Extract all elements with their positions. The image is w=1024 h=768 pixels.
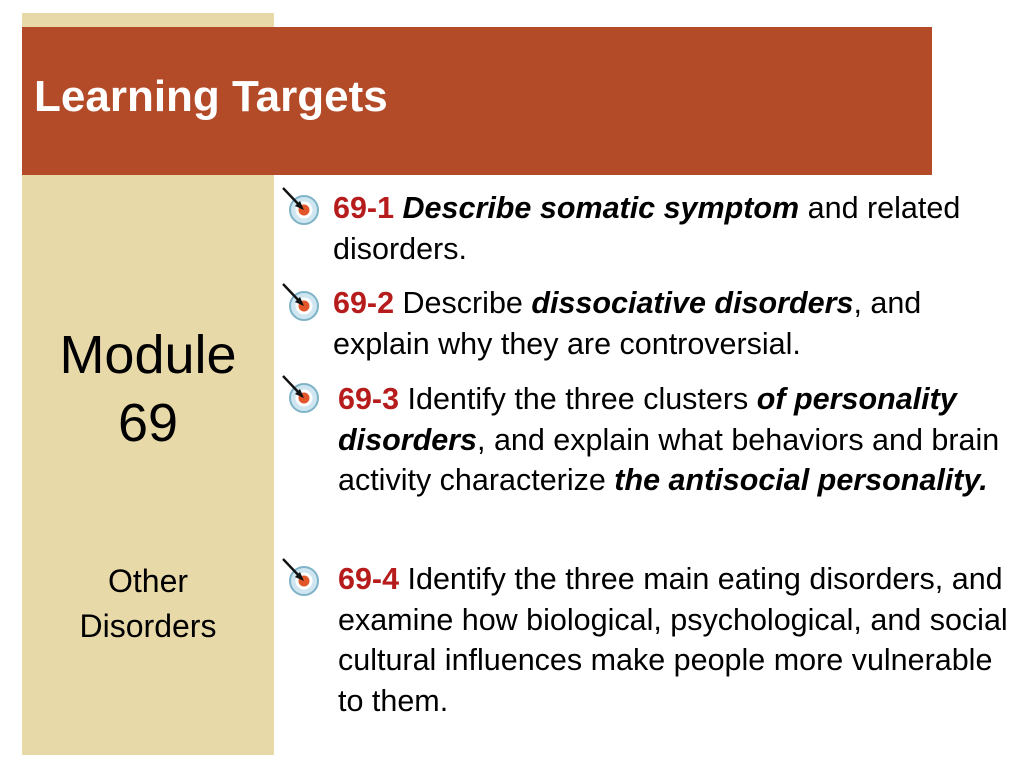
target-text bbox=[394, 191, 402, 225]
module-subtitle-line2: Disorders bbox=[79, 607, 217, 644]
target-arrow-icon bbox=[280, 557, 324, 597]
learning-target-69-4 bbox=[338, 559, 1008, 721]
module-subtitle-line1: Other bbox=[107, 563, 189, 599]
target-arrow-icon bbox=[280, 282, 324, 322]
target-code: 69-1 bbox=[333, 191, 395, 225]
learning-target-69-1 bbox=[333, 188, 973, 269]
target-text: and related disorders. bbox=[333, 191, 961, 266]
target-code: 69-3 bbox=[338, 382, 400, 416]
target-code: 69-4 bbox=[338, 562, 400, 596]
learning-target-69-3 bbox=[338, 379, 1013, 501]
target-emphasis: dissociative disorders bbox=[531, 286, 854, 320]
target-text: , and explain why they are controversial. bbox=[333, 286, 922, 361]
target-arrow-icon bbox=[280, 186, 324, 226]
target-arrow-icon bbox=[280, 374, 324, 414]
title-banner bbox=[22, 27, 932, 175]
module-word: Module bbox=[59, 325, 237, 385]
target-code: 69-2 bbox=[333, 286, 395, 320]
slide-title: Learning Targets bbox=[34, 72, 388, 121]
target-text: Describe bbox=[394, 286, 532, 320]
target-emphasis: of personality disorders bbox=[338, 382, 957, 457]
target-text: Identify the three clusters bbox=[399, 382, 757, 416]
learning-target-69-2 bbox=[333, 283, 1003, 364]
target-text: , and explain what behaviors and brain activity characterize bbox=[338, 422, 1000, 497]
module-label bbox=[22, 322, 274, 457]
target-emphasis: the antisocial personality. bbox=[614, 463, 988, 497]
target-emphasis: Describe somatic symptom bbox=[402, 191, 800, 225]
module-number: 69 bbox=[117, 392, 179, 453]
target-text: Identify the three main eating disorders, and examine how biological, psychological, and social cultural influences make people more vulnerable to them. bbox=[338, 562, 1008, 718]
module-subtitle bbox=[22, 559, 274, 649]
